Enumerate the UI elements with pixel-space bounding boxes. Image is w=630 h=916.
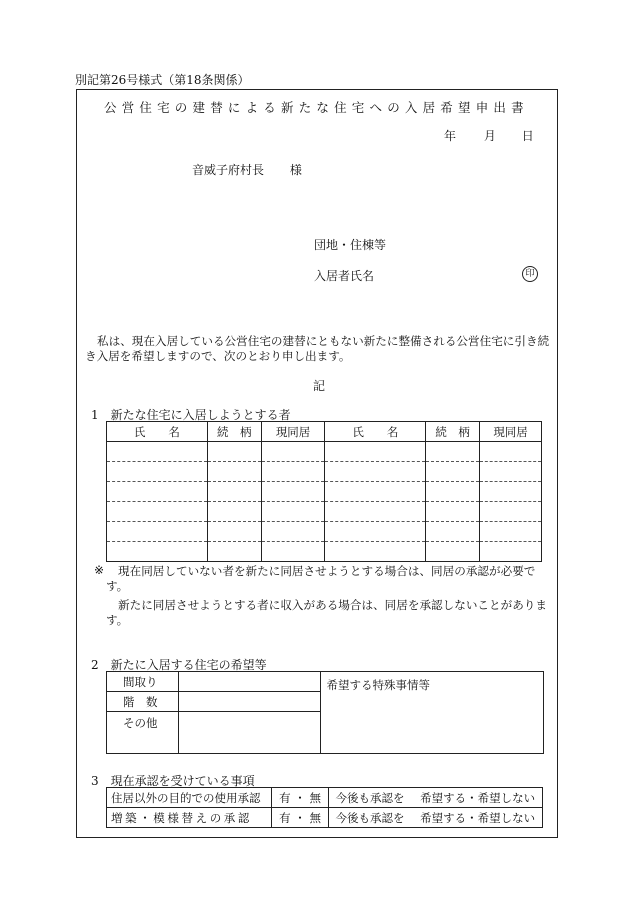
cell[interactable] [261, 482, 325, 502]
cell[interactable] [207, 542, 261, 562]
resident-name-label: 入居者氏名 [314, 269, 375, 283]
approval-label: 増築・模様替えの承認 [107, 808, 272, 828]
special-circumstances-field[interactable] [320, 672, 543, 754]
addressee-name: 音威子府村長 [192, 163, 265, 177]
cell[interactable] [207, 462, 261, 482]
cell[interactable] [107, 522, 208, 542]
cell[interactable] [261, 522, 325, 542]
complex-label: 団地・住棟等 [314, 238, 387, 252]
cell[interactable] [107, 542, 208, 562]
table-row [107, 462, 542, 482]
header-cohabiting-2: 現同居 [480, 422, 542, 442]
note1-line1: 現在同居していない者を新たに同居させようとする場合は、同居の承認が必要で [118, 564, 536, 578]
cell[interactable] [426, 482, 480, 502]
cell[interactable] [325, 482, 426, 502]
cell[interactable] [261, 462, 325, 482]
cell[interactable] [480, 482, 542, 502]
addressee [192, 161, 302, 178]
layout-label: 間取り [107, 672, 179, 692]
approval-yesno[interactable]: 有 ・ 無 [271, 788, 329, 808]
year-label: 年 [444, 129, 457, 143]
future-choice: 希望する・希望しない [420, 790, 536, 805]
date-line [444, 127, 534, 144]
cell[interactable] [480, 522, 542, 542]
note1-line2: す。 [106, 579, 129, 593]
future-choice: 希望する・希望しない [420, 810, 536, 825]
table-row [107, 482, 542, 502]
month-label: 月 [483, 129, 496, 143]
body-text-line2: き入居を希望しますので、次のとおり申し出ます。 [85, 349, 351, 363]
ki-label: 記 [313, 379, 326, 393]
other-label: その他 [107, 712, 179, 754]
floors-field[interactable] [178, 692, 320, 712]
cell[interactable] [107, 462, 208, 482]
cell[interactable] [261, 542, 325, 562]
table-row [107, 808, 543, 828]
cell[interactable] [480, 502, 542, 522]
cell[interactable] [325, 462, 426, 482]
future-text: 今後も承認を [335, 810, 405, 825]
note2-line2: す。 [106, 613, 129, 627]
header-relation-2: 続 柄 [426, 422, 480, 442]
note-mark: ※ [94, 563, 105, 577]
cell[interactable] [426, 542, 480, 562]
header-relation: 続 柄 [207, 422, 261, 442]
cell[interactable] [426, 522, 480, 542]
cell[interactable] [480, 462, 542, 482]
special-circumstances-label: 希望する特殊事情等 [326, 678, 431, 692]
table-row [107, 502, 542, 522]
cell[interactable] [261, 502, 325, 522]
future-text: 今後も承認を [335, 790, 405, 805]
occupants-table [106, 421, 542, 562]
section1-heading: 1 新たな住宅に入居しようとする者 [91, 408, 291, 422]
occupants-header-row [107, 422, 542, 442]
table-row [107, 788, 543, 808]
cell[interactable] [325, 522, 426, 542]
cell[interactable] [107, 442, 208, 462]
approval-future[interactable] [329, 788, 543, 808]
cell[interactable] [107, 482, 208, 502]
approval-future[interactable] [329, 808, 543, 828]
table-row [107, 542, 542, 562]
cell[interactable] [480, 442, 542, 462]
table-row [107, 442, 542, 462]
cell[interactable] [207, 522, 261, 542]
header-name: 氏 名 [107, 422, 208, 442]
cell[interactable] [426, 442, 480, 462]
housing-preference-table [106, 671, 544, 754]
addressee-honorific: 様 [289, 163, 302, 177]
table-row [107, 522, 542, 542]
floors-label: 階 数 [107, 692, 179, 712]
cell[interactable] [426, 462, 480, 482]
cell[interactable] [426, 502, 480, 522]
approvals-table [106, 787, 543, 828]
header-cohabiting: 現同居 [261, 422, 325, 442]
other-field[interactable] [178, 712, 320, 754]
cell[interactable] [325, 442, 426, 462]
approval-label: 住居以外の目的での使用承認 [107, 788, 272, 808]
section2-heading: 2 新たに入居する住宅の希望等 [91, 658, 267, 672]
cell[interactable] [480, 542, 542, 562]
cell[interactable] [107, 502, 208, 522]
day-label: 日 [521, 129, 534, 143]
body-text-line1: 私は、現在入居している公営住宅の建替にともない新たに整備される公営住宅に引き続 [97, 334, 550, 348]
header-name-2: 氏 名 [325, 422, 426, 442]
approval-yesno[interactable]: 有 ・ 無 [271, 808, 329, 828]
form-label: 別記第26号様式（第18条関係） [75, 73, 250, 87]
cell[interactable] [325, 502, 426, 522]
cell[interactable] [207, 502, 261, 522]
cell[interactable] [207, 482, 261, 502]
form-title: 公営住宅の建替による新たな住宅への入居希望申出書 [104, 100, 529, 115]
cell[interactable] [325, 542, 426, 562]
cell[interactable] [261, 442, 325, 462]
cell[interactable] [207, 442, 261, 462]
note2-line1: 新たに同居させようとする者に収入がある場合は、同居を承認しないことがありま [118, 598, 547, 612]
seal-mark: 印 [522, 266, 538, 282]
section3-heading: 3 現在承認を受けている事項 [91, 774, 255, 788]
layout-field[interactable] [178, 672, 320, 692]
